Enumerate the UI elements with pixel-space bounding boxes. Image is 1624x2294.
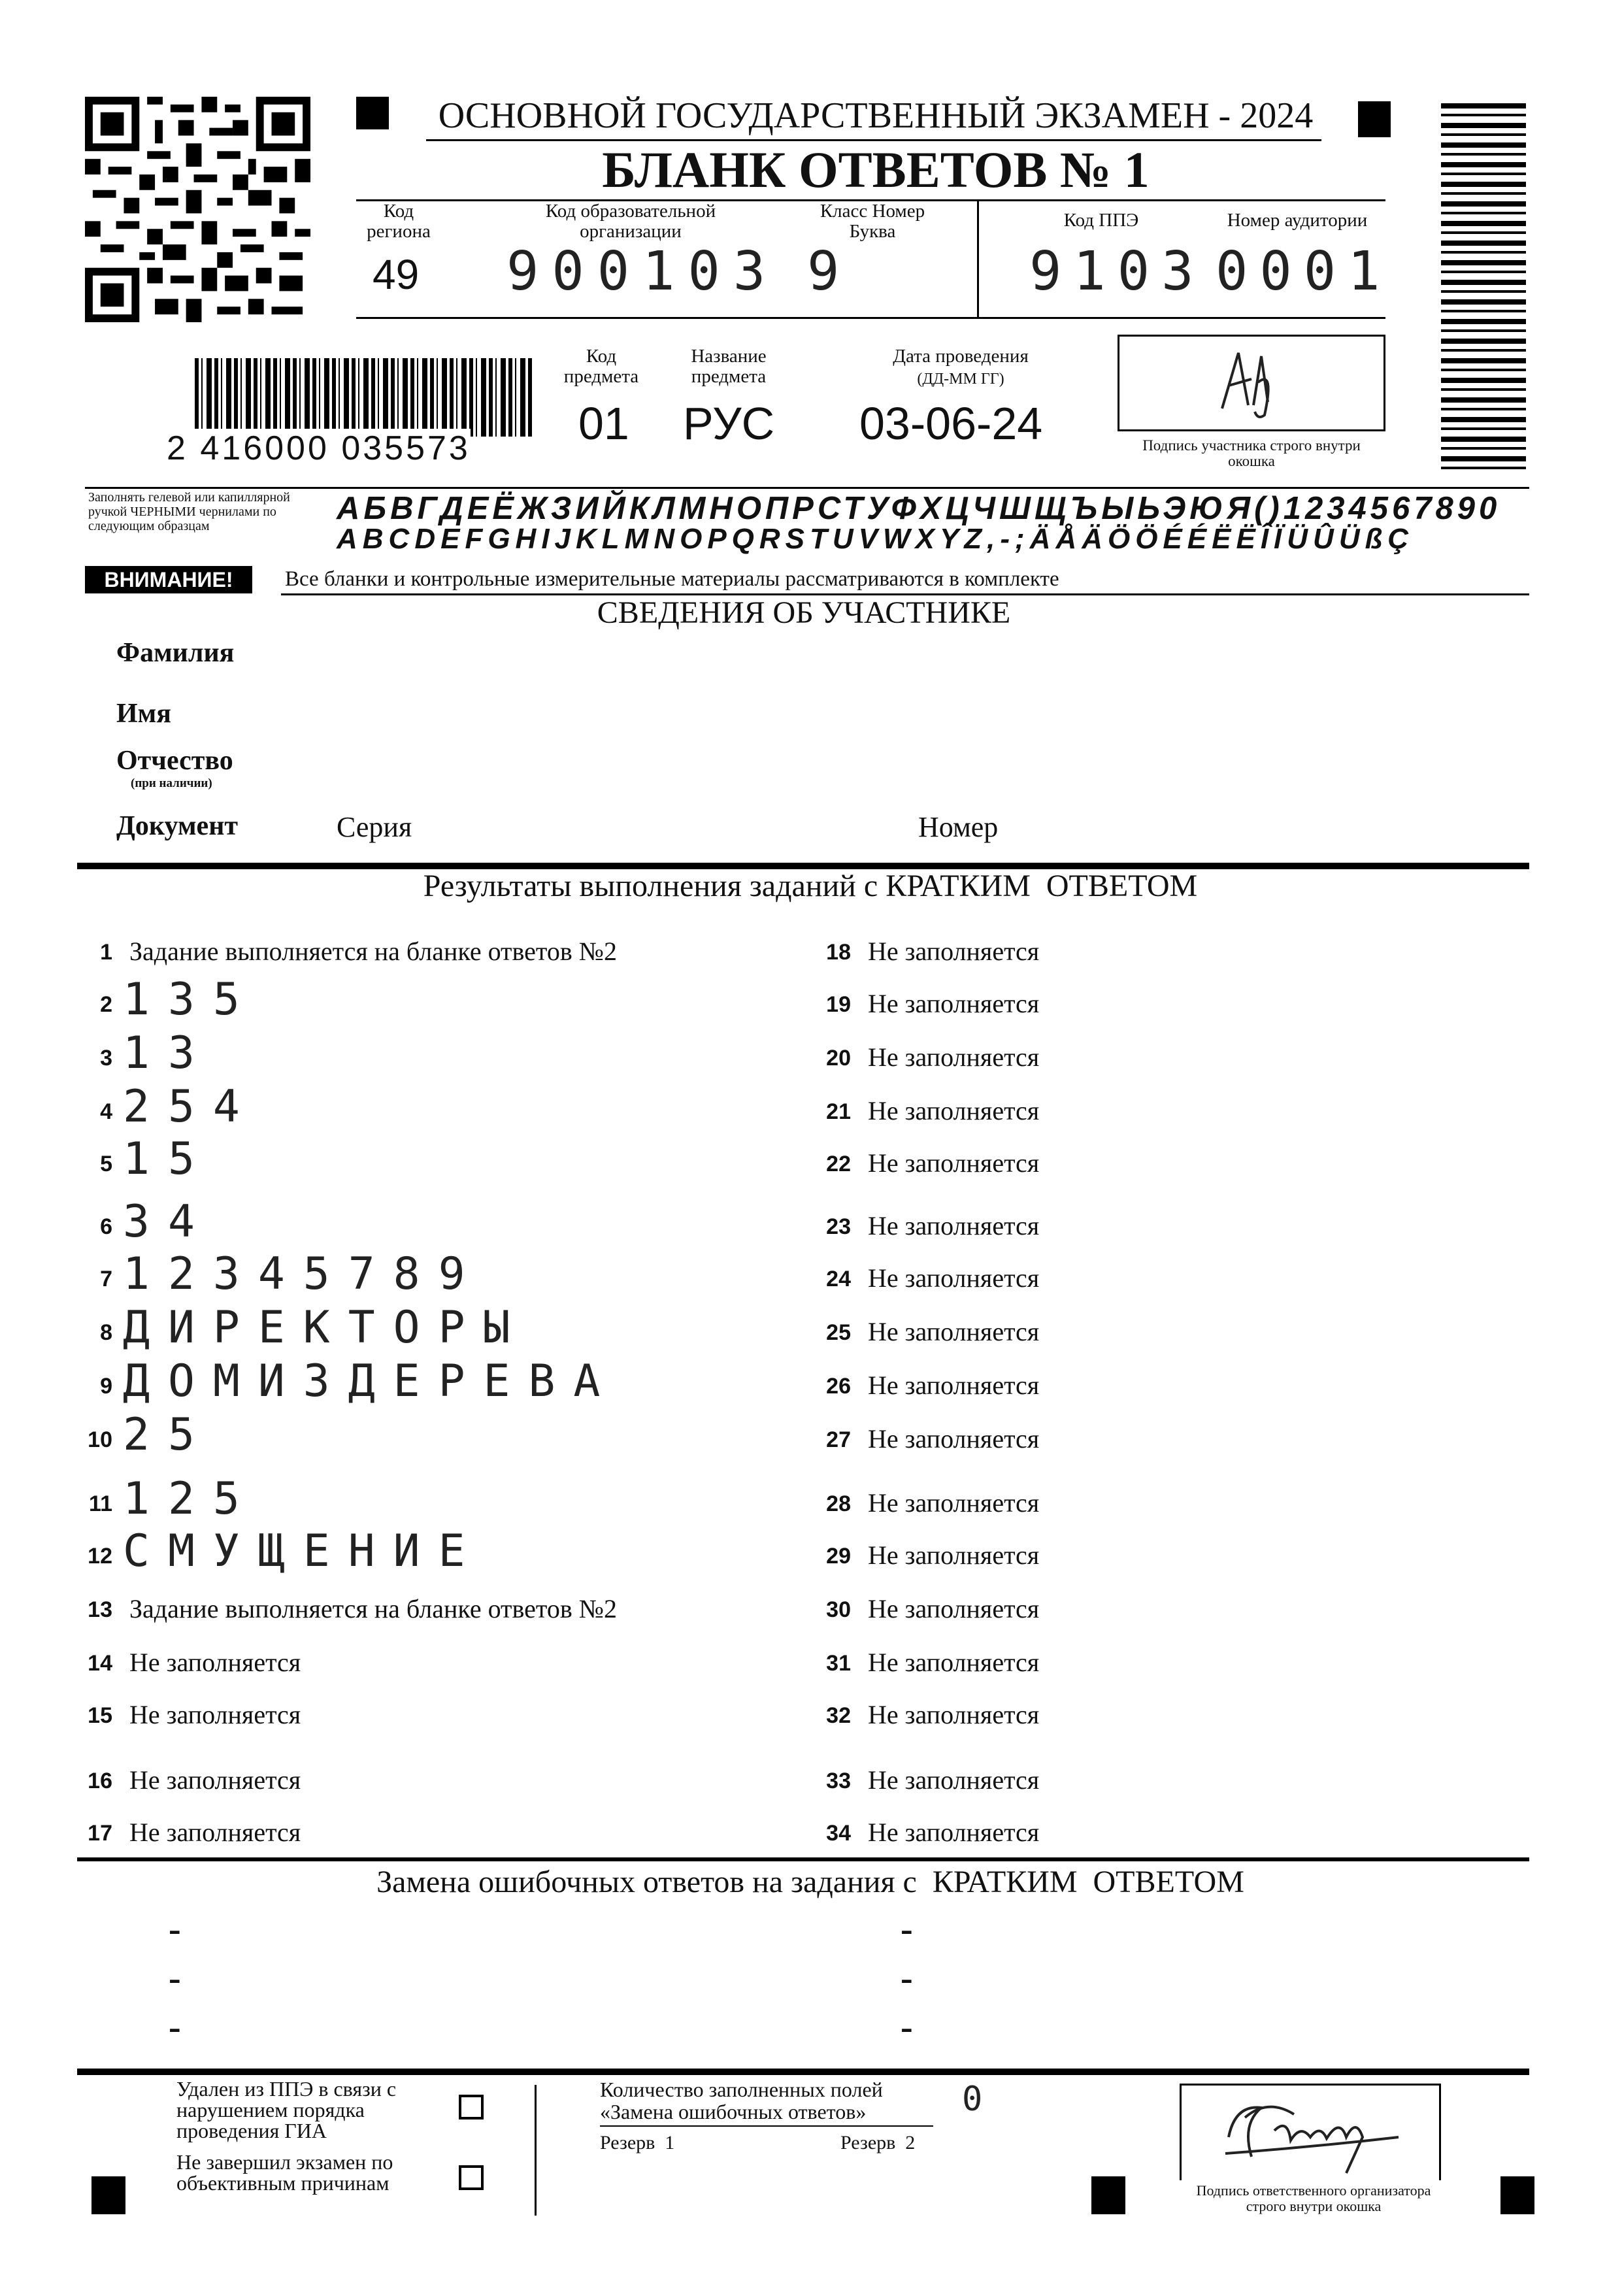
task-status: Не заполняется [868, 1765, 1040, 1795]
participant-signature [1202, 343, 1294, 422]
task-status: Не заполняется [868, 1317, 1040, 1346]
corner-marker-top-left [356, 97, 389, 129]
task-number: 2 [100, 992, 112, 1017]
organizer-signature [1216, 2091, 1412, 2176]
task-number: 21 [826, 1099, 851, 1124]
task-status: Не заполняется [129, 1818, 301, 1847]
result-row [817, 936, 1503, 982]
task-status: Не заполняется [868, 1096, 1040, 1125]
handwritten-answer[interactable]: ДИРЕКТОРЫ [123, 1302, 529, 1354]
subject-code-label: Код предмета [563, 346, 639, 387]
task-status: Не заполняется [868, 937, 1040, 966]
task-number: 7 [100, 1267, 112, 1291]
not-finished-label: Не завершил экзамен по объективным причинам [176, 2150, 393, 2195]
room-value: 0001 [1216, 241, 1392, 303]
region-value: 49 [373, 251, 420, 298]
handwritten-answer[interactable]: 13 [123, 1027, 213, 1079]
result-row [817, 1540, 1503, 1586]
task-number: 18 [826, 940, 851, 965]
corner-marker-bottom-mid [1091, 2176, 1125, 2214]
task-status: Не заполняется [868, 1818, 1040, 1847]
date-format: (ДД-ММ ГГ) [917, 371, 1004, 388]
handwritten-answer[interactable]: 34 [123, 1196, 213, 1248]
replacement-count-value: 0 [962, 2080, 1001, 2119]
handwritten-answer[interactable]: 25 [123, 1409, 213, 1461]
task-status: Задание выполняется на бланке ответов №2 [129, 937, 617, 966]
task-number: 30 [826, 1597, 851, 1622]
corner-marker-bottom-right [1500, 2176, 1534, 2214]
handwritten-answer[interactable]: 15 [123, 1133, 213, 1185]
result-row [817, 1488, 1503, 1533]
task-status: Не заполняется [129, 1700, 301, 1729]
corner-marker-top-right [1358, 101, 1391, 137]
task-number: 6 [100, 1214, 112, 1239]
result-row [817, 1370, 1503, 1416]
handwritten-answer[interactable]: СМУЩЕНИЕ [123, 1525, 484, 1577]
patronymic-label: Отчество [116, 746, 233, 776]
replacement-count-label: Количество заполненных полей «Замена ошибочных ответов» [600, 2078, 883, 2123]
result-row [78, 1647, 765, 1693]
result-row [817, 1316, 1503, 1362]
task-number: 10 [88, 1427, 112, 1452]
side-barcode [1441, 103, 1526, 469]
sample-instruction: Заполнять гелевой или капиллярной ручкой ЧЕРНЫМИ чернилами по следующим образцам [88, 490, 290, 533]
exam-title: ОСНОВНОЙ ГОСУДАРСТВЕННЫЙ ЭКЗАМЕН - 2024 [438, 95, 1314, 136]
sample-row-latin: ABCDEFGHIJKLMNOPQRSTUVWXYZ,-;ÄÅÄÖÖÉÉËËÎÏÜÛÜßÇ [337, 523, 1414, 555]
result-row [78, 1817, 765, 1863]
task-number: 9 [100, 1374, 112, 1399]
result-row [817, 1148, 1503, 1193]
task-status: Не заполняется [868, 1211, 1040, 1240]
date-value: 03-06-24 [859, 398, 1043, 449]
result-row [817, 1647, 1503, 1693]
handwritten-answer[interactable]: 125 [123, 1473, 258, 1525]
removed-checkbox[interactable] [459, 2095, 484, 2119]
result-row [817, 1423, 1503, 1469]
result-row [817, 1095, 1503, 1141]
org-label: Код образовательной организации [545, 201, 716, 242]
task-status: Не заполняется [868, 1148, 1040, 1178]
result-row [78, 1699, 765, 1745]
number-label: Номер [918, 811, 999, 843]
form-title: БЛАНК ОТВЕТОВ № 1 [602, 141, 1150, 198]
task-number: 29 [826, 1544, 851, 1569]
task-status: Не заполняется [868, 1424, 1040, 1454]
task-number: 27 [826, 1427, 851, 1452]
replacement-dash-2-left: - [169, 1958, 181, 1999]
result-row [817, 1210, 1503, 1256]
task-number: 1 [100, 940, 112, 965]
subject-name-label: Название предмета [691, 346, 767, 387]
result-row [817, 1593, 1503, 1639]
subject-code-value: 01 [578, 398, 629, 449]
patronymic-note: (при наличии) [131, 776, 212, 790]
task-status: Не заполняется [129, 1765, 301, 1795]
task-number: 4 [100, 1099, 112, 1124]
task-status: Задание выполняется на бланке ответов №2 [129, 1594, 617, 1623]
participant-section-title: СВЕДЕНИЯ ОБ УЧАСТНИКЕ [597, 595, 1011, 630]
barcode-number: 2 416000 035573 [167, 429, 471, 467]
task-status: Не заполняется [868, 1648, 1040, 1677]
result-row [817, 1042, 1503, 1088]
document-label: Документ [116, 811, 239, 841]
task-number: 16 [88, 1769, 112, 1793]
task-number: 22 [826, 1152, 851, 1176]
ppe-value: 9103 [1029, 241, 1206, 303]
result-row [78, 1133, 765, 1193]
task-number: 12 [88, 1544, 112, 1569]
results-title: Результаты выполнения заданий с КРАТКИМ ОТВЕТОМ [423, 869, 1198, 903]
task-number: 34 [826, 1821, 851, 1846]
series-label: Серия [337, 811, 412, 843]
result-row [817, 1263, 1503, 1308]
task-number: 14 [88, 1651, 112, 1676]
task-number: 23 [826, 1214, 851, 1239]
task-status: Не заполняется [129, 1648, 301, 1677]
reserve-1: Резерв 1 [600, 2132, 675, 2153]
ppe-label: Код ППЭ [1063, 210, 1139, 231]
sample-row-cyrillic: АБВГДЕЁЖЗИЙКЛМНОПРСТУФХЦЧШЩЪЫЬЭЮЯ()1234567890 [337, 491, 1501, 526]
handwritten-answer[interactable]: 135 [123, 974, 258, 1025]
task-status: Не заполняется [868, 1263, 1040, 1293]
result-row [817, 988, 1503, 1034]
task-number: 33 [826, 1769, 851, 1793]
result-row [817, 1699, 1503, 1745]
replacement-dash-2-right: - [901, 1958, 913, 1999]
task-status: Не заполняется [868, 1540, 1040, 1570]
handwritten-answer[interactable]: 12345789 [123, 1248, 484, 1300]
result-row [817, 1765, 1503, 1810]
organizer-signature-caption: Подпись ответственного организатора строго внутри окошка [1196, 2182, 1431, 2214]
task-status: Не заполняется [868, 1488, 1040, 1518]
class-label: Класс Номер Буква [820, 201, 925, 242]
replacement-dash-1-left: - [169, 1909, 181, 1950]
task-number: 31 [826, 1651, 851, 1676]
warning-badge: ВНИМАНИЕ! [85, 566, 252, 593]
handwritten-answer[interactable]: ДОМИЗДЕРЕВА [123, 1355, 619, 1407]
task-status: Не заполняется [868, 1371, 1040, 1400]
replacement-title: Замена ошибочных ответов на задания с КРАТКИМ ОТВЕТОМ [376, 1865, 1244, 1899]
task-number: 19 [826, 992, 851, 1017]
class-value: 9 [807, 241, 858, 303]
task-number: 3 [100, 1046, 112, 1071]
handwritten-answer[interactable]: 254 [123, 1081, 258, 1133]
replacement-dash-3-right: - [901, 2007, 913, 2048]
room-label: Номер аудитории [1227, 210, 1368, 231]
task-number: 15 [88, 1703, 112, 1728]
task-number: 20 [826, 1046, 851, 1071]
corner-marker-bottom-left [91, 2176, 125, 2214]
task-number: 13 [88, 1597, 112, 1622]
region-label: Код региона [367, 201, 431, 242]
result-row [817, 1817, 1503, 1863]
replacement-dash-3-left: - [169, 2007, 181, 2048]
name-label: Имя [116, 699, 171, 729]
date-label: Дата проведения [893, 346, 1029, 367]
org-value: 900103 [506, 241, 779, 303]
subject-name-value: РУС [683, 398, 775, 449]
reserve-2: Резерв 2 [840, 2132, 916, 2153]
task-number: 25 [826, 1320, 851, 1345]
replacement-dash-1-right: - [901, 1909, 913, 1950]
task-number: 11 [89, 1491, 112, 1516]
task-number: 32 [826, 1703, 851, 1728]
task-status: Не заполняется [868, 1700, 1040, 1729]
result-row [78, 1525, 765, 1586]
task-status: Не заполняется [868, 1594, 1040, 1623]
warning-text: Все бланки и контрольные измерительные материалы рассматриваются в комплекте [285, 567, 1059, 591]
task-number: 28 [826, 1491, 851, 1516]
surname-label: Фамилия [116, 638, 235, 668]
task-number: 24 [826, 1267, 851, 1291]
task-number: 17 [88, 1821, 112, 1846]
result-row [78, 1765, 765, 1810]
result-row [78, 1593, 765, 1639]
result-row [78, 1409, 765, 1469]
task-number: 26 [826, 1374, 851, 1399]
task-status: Не заполняется [868, 1042, 1040, 1072]
task-number: 5 [100, 1152, 112, 1176]
task-number: 8 [100, 1320, 112, 1345]
task-status: Не заполняется [868, 989, 1040, 1018]
barcode [195, 358, 535, 437]
removed-label: Удален из ППЭ в связи с нарушением порядка проведения ГИА [176, 2077, 397, 2142]
participant-signature-caption: Подпись участника строго внутри окошка [1142, 437, 1361, 469]
qr-code [85, 97, 310, 322]
not-finished-checkbox[interactable] [459, 2165, 484, 2190]
